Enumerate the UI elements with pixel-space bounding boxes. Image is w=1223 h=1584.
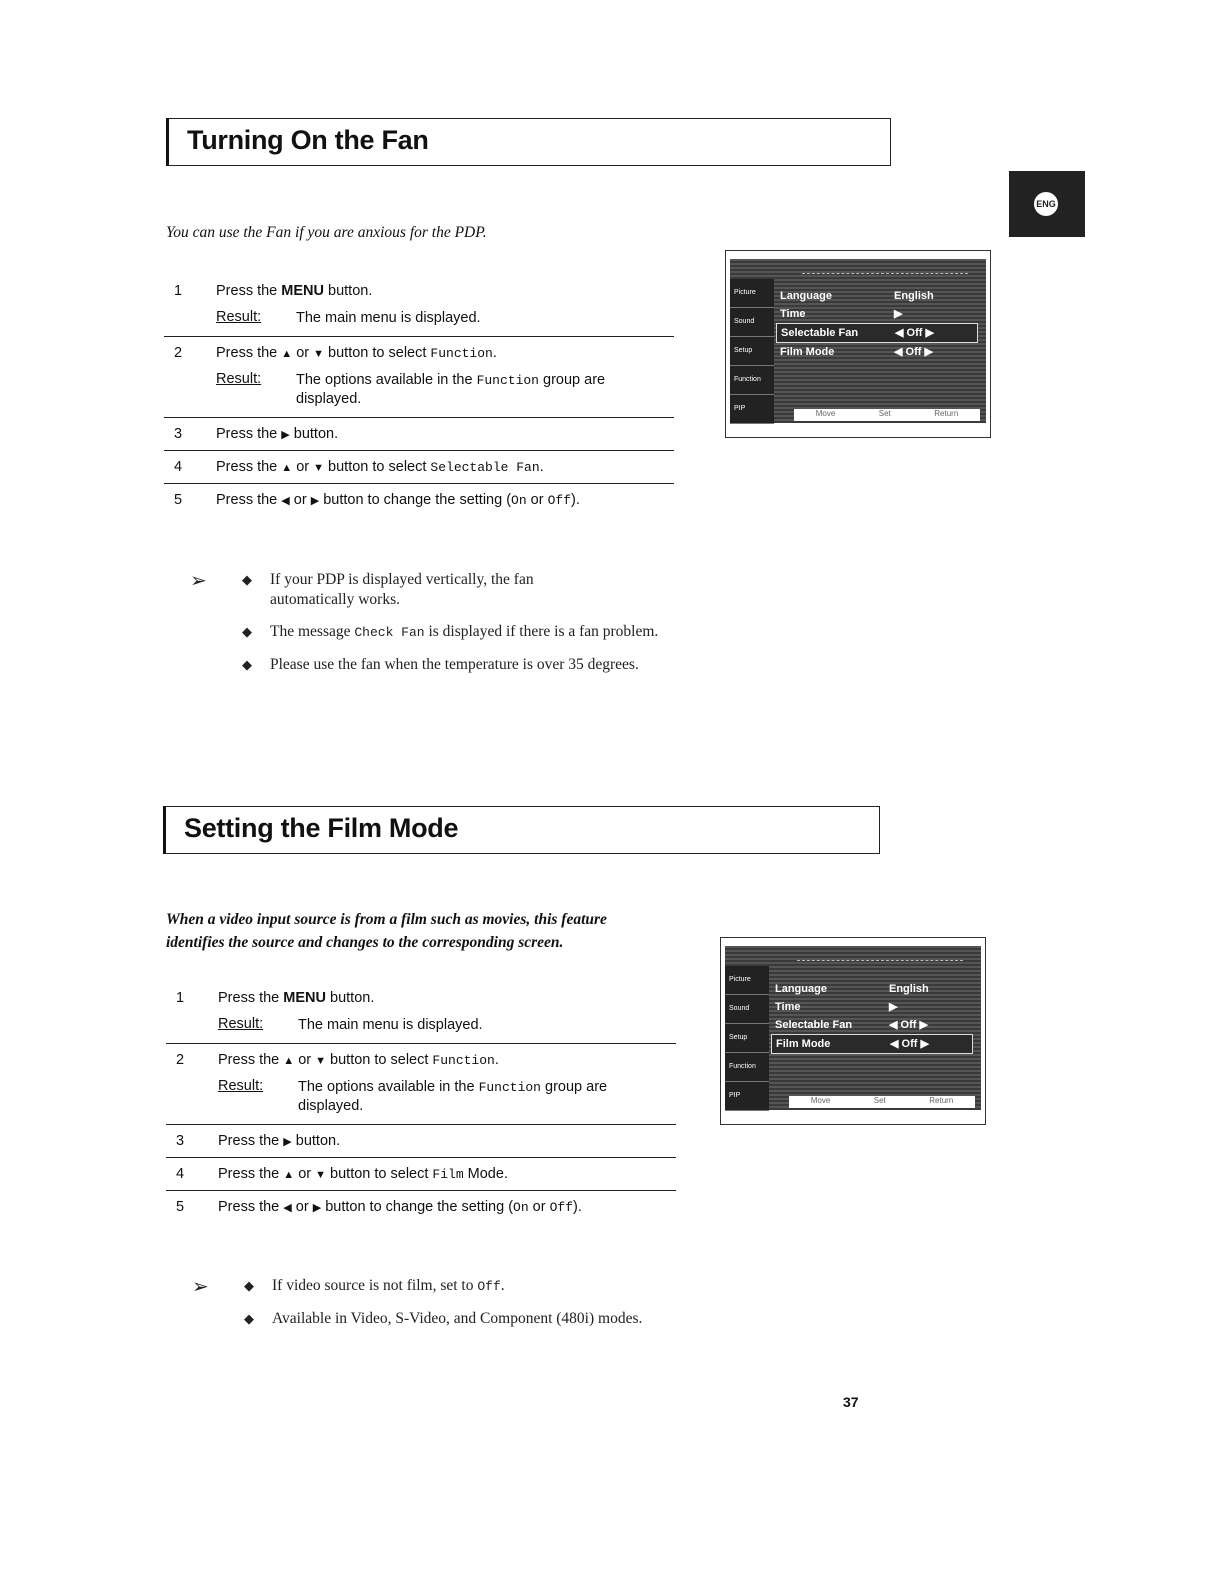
section-title-fan: [166, 118, 891, 166]
note-item: ◆ If video source is not film, set to Off.: [244, 1277, 505, 1294]
note-item: ◆ The message Check Fan is displayed if there is a fan problem.: [242, 623, 659, 640]
osd-header: [802, 261, 968, 274]
step-instruction: Press the ▲ or ▼ button to select Function.: [218, 1052, 499, 1068]
notes-film-mode: [192, 1276, 692, 1341]
step-number: 4: [176, 1166, 185, 1182]
osd-row-language: Language English: [780, 290, 934, 302]
section-title-text: Turning On the Fan: [187, 125, 429, 155]
left-arrow-icon: ◀: [283, 1202, 292, 1214]
step-result: [218, 1016, 676, 1035]
osd-side-picture: Picture: [725, 966, 769, 995]
section-intro-fan: You can use the Fan if you are anxious for the PDP.: [166, 224, 487, 241]
result-label: Result:: [216, 371, 262, 387]
step-3: [164, 418, 674, 451]
bullet-icon: ◆: [242, 572, 252, 587]
osd-side-sound: Sound: [730, 308, 774, 337]
step-5: [164, 484, 674, 516]
osd-row-language: Language English: [775, 983, 929, 995]
step-1: [166, 982, 676, 1044]
step-instruction: Press the ▶ button.: [218, 1133, 341, 1149]
steps-list-film-mode: [166, 982, 676, 1223]
menu-key-label: MENU: [283, 990, 326, 1006]
section-title-film-mode: [163, 806, 880, 854]
osd-footer-return: Return: [934, 409, 959, 418]
right-arrow-icon: ▶: [312, 1202, 322, 1214]
osd-side-picture: Picture: [730, 279, 774, 308]
osd-row-selectable-fan: Selectable Fan ◀ Off ▶: [776, 323, 978, 343]
page-number: 37: [843, 1394, 859, 1410]
section-title-text: Setting the Film Mode: [184, 813, 459, 843]
step-3: [166, 1125, 676, 1158]
step-instruction: Press the ▲ or ▼ button to select Function.: [216, 345, 497, 361]
osd-row-selectable-fan: Selectable Fan ◀ Off ▶: [775, 1019, 928, 1031]
step-number: 1: [176, 990, 185, 1006]
bullet-icon: ◆: [244, 1311, 254, 1326]
notes-fan: [190, 570, 690, 687]
osd-row-time: Time ▶: [780, 308, 903, 320]
up-arrow-icon: ▲: [281, 348, 293, 360]
language-badge-label: ENG: [1034, 192, 1058, 216]
section-intro-film-mode: When a video input source is from a film such as movies, this feature identifies the source and changes to the corresponding screen.: [166, 911, 607, 951]
right-arrow-icon: ▶: [283, 1136, 292, 1148]
osd-side-pip: PIP: [730, 395, 774, 424]
menu-key-label: MENU: [281, 283, 324, 299]
step-result: [218, 1078, 676, 1116]
osd-screen-fan: [725, 250, 991, 438]
note-arrow-icon: ➢: [192, 1276, 209, 1298]
step-number: 2: [174, 345, 183, 361]
osd-footer-set: Set: [878, 409, 891, 418]
bullet-icon: ◆: [242, 657, 252, 672]
language-badge: [1009, 171, 1085, 237]
step-5: [166, 1191, 676, 1223]
osd-side-setup: Setup: [725, 1024, 769, 1053]
osd-footer-set: Set: [873, 1096, 886, 1105]
note-item: ◆ Available in Video, S-Video, and Component (480i) modes.: [244, 1310, 643, 1327]
step-instruction: Press the ▲ or ▼ button to select Selectable Fan.: [216, 459, 544, 475]
osd-row-film-mode: Film Mode ◀ Off ▶: [780, 346, 933, 358]
bullet-icon: ◆: [244, 1278, 254, 1293]
osd-side-function: Function: [730, 366, 774, 395]
down-arrow-icon: ▼: [315, 1055, 327, 1067]
osd-row-film-mode: Film Mode ◀ Off ▶: [771, 1034, 973, 1054]
step-number: 5: [174, 492, 183, 508]
step-number: 3: [176, 1133, 185, 1149]
up-arrow-icon: ▲: [281, 462, 293, 474]
osd-side-function: Function: [725, 1053, 769, 1082]
left-arrow-icon: ◀: [281, 495, 290, 507]
result-label: Result:: [216, 309, 262, 325]
osd-display: [725, 946, 981, 1110]
osd-footer-move: Move: [810, 1096, 831, 1105]
step-instruction: Press the ▲ or ▼ button to select Film Mode.: [218, 1166, 508, 1182]
step-instruction: Press the MENU button.: [216, 283, 373, 299]
step-instruction: Press the ▶ button.: [216, 426, 339, 442]
step-number: 3: [174, 426, 183, 442]
result-label: Result:: [218, 1016, 264, 1032]
note-item: ◆ Please use the fan when the temperature is over 35 degrees.: [242, 656, 639, 673]
step-number: 1: [174, 283, 183, 299]
note-arrow-icon: ➢: [190, 570, 207, 592]
right-arrow-icon: ▶: [281, 429, 290, 441]
result-text: The options available in the Function group are displayed.: [296, 372, 606, 407]
steps-list-fan: [164, 275, 674, 516]
step-result: [216, 371, 674, 409]
step-number: 4: [174, 459, 183, 475]
step-instruction: Press the ◀ or ▶ button to change the setting (On or Off).: [216, 492, 580, 508]
step-instruction: Press the MENU button.: [218, 990, 375, 1006]
note-item: ◆ If your PDP is displayed vertically, the fan automatically works.: [242, 571, 534, 608]
down-arrow-icon: ▼: [315, 1169, 327, 1181]
osd-footer-move: Move: [815, 409, 836, 418]
right-arrow-icon: ▶: [310, 495, 320, 507]
down-arrow-icon: ▼: [313, 462, 325, 474]
osd-footer: [789, 1096, 975, 1108]
step-1: [164, 275, 674, 337]
step-instruction: Press the ◀ or ▶ button to change the setting (On or Off).: [218, 1199, 582, 1215]
step-2: [164, 337, 674, 418]
osd-footer-return: Return: [929, 1096, 954, 1105]
osd-display: [730, 259, 986, 423]
step-4: [164, 451, 674, 484]
osd-side-setup: Setup: [730, 337, 774, 366]
osd-side-menu: [730, 279, 774, 424]
result-text: The main menu is displayed.: [298, 1017, 483, 1033]
step-2: [166, 1044, 676, 1125]
osd-header: [797, 948, 963, 961]
osd-footer: [794, 409, 980, 421]
step-result: [216, 309, 674, 328]
result-label: Result:: [218, 1078, 264, 1094]
result-text: The options available in the Function group are displayed.: [298, 1079, 608, 1114]
step-4: [166, 1158, 676, 1191]
osd-side-sound: Sound: [725, 995, 769, 1024]
step-number: 5: [176, 1199, 185, 1215]
osd-side-pip: PIP: [725, 1082, 769, 1111]
up-arrow-icon: ▲: [283, 1055, 295, 1067]
result-text: The main menu is displayed.: [296, 310, 481, 326]
down-arrow-icon: ▼: [313, 348, 325, 360]
step-number: 2: [176, 1052, 185, 1068]
up-arrow-icon: ▲: [283, 1169, 295, 1181]
bullet-icon: ◆: [242, 624, 252, 639]
osd-screen-film-mode: [720, 937, 986, 1125]
osd-side-menu: [725, 966, 769, 1111]
osd-row-time: Time ▶: [775, 1001, 898, 1013]
